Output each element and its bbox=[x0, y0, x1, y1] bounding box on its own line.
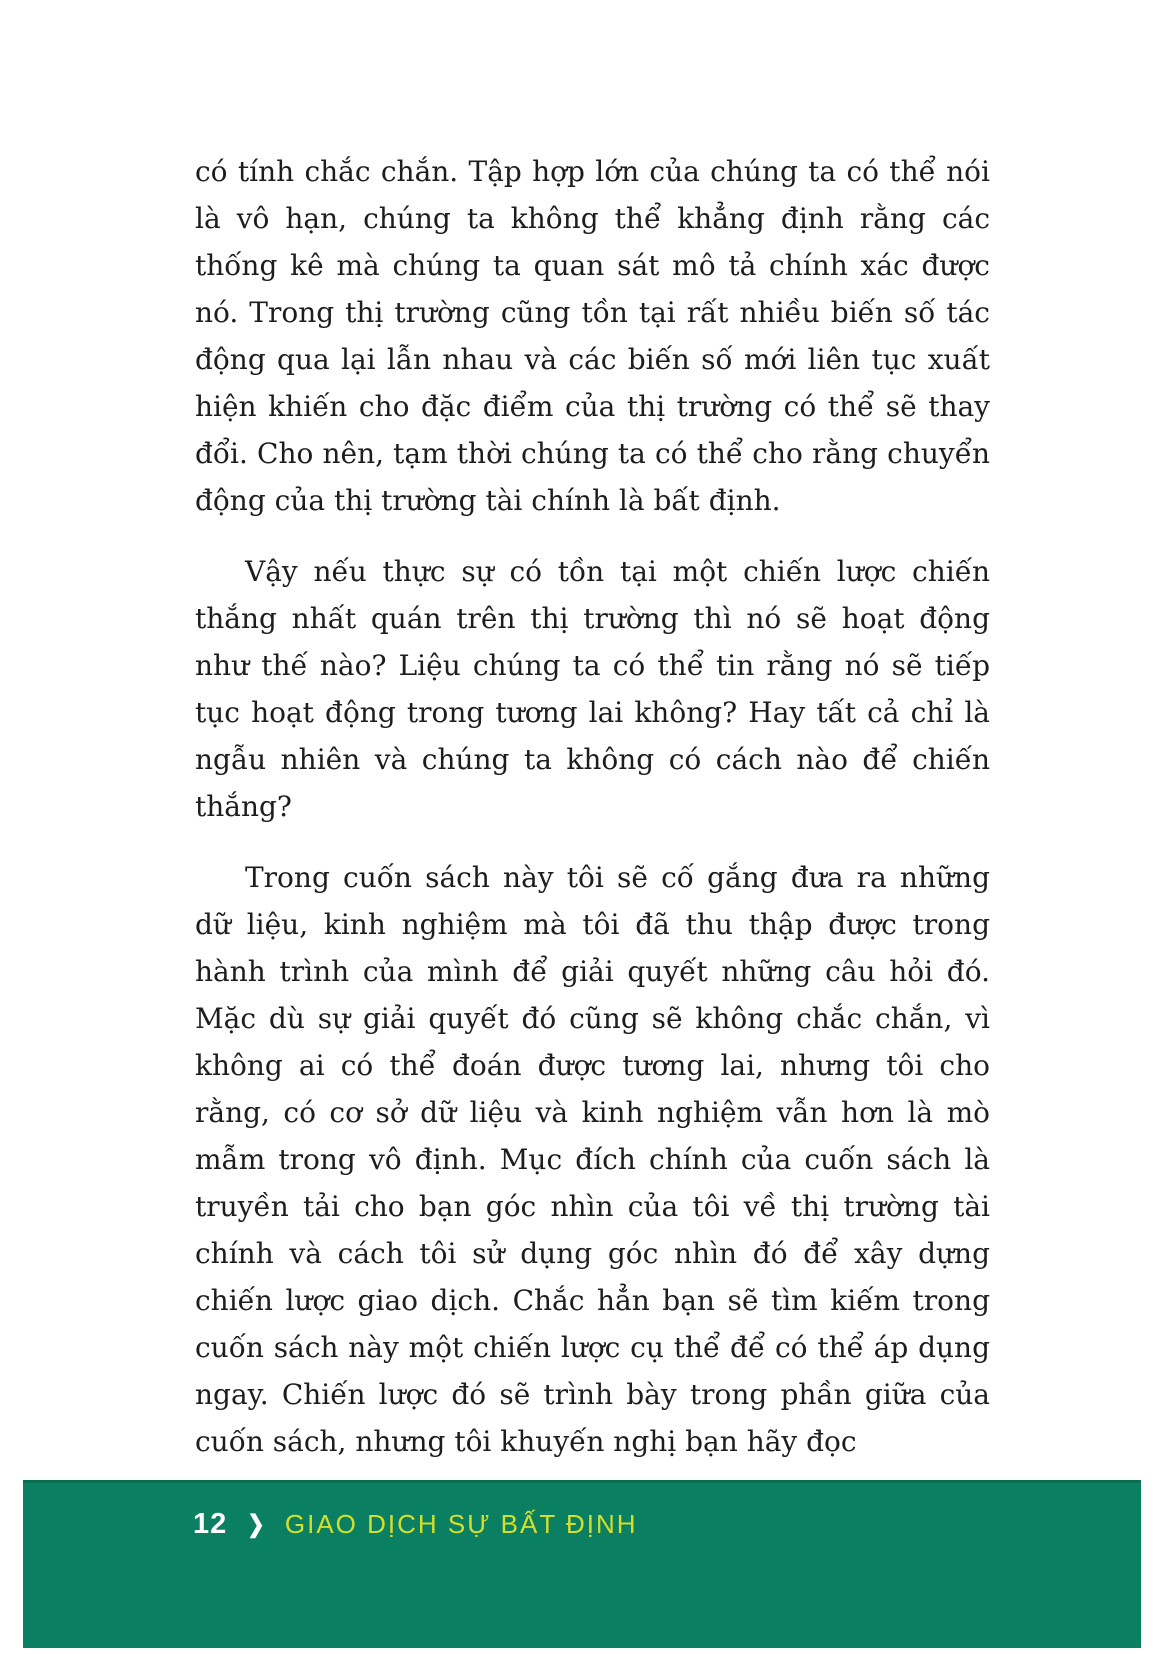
paragraph: Trong cuốn sách này tôi sẽ cố gắng đưa ra những dữ liệu, kinh nghiệm mà tôi đã thu thập được trong hành trình của mình để giải quyết những câu hỏi đó. Mặc dù sự giải quyết đó cũng sẽ không chắc chắn, vì không ai có thể đoán được tương lai, nhưng tôi cho rằng, có cơ sở dữ liệu và kinh nghiệm vẫn hơn là mò mẫm trong vô định. Mục đích chính của cuốn sách là truyền tải cho bạn góc nhìn của tôi về thị trường tài chính và cách tôi sử dụng góc nhìn đó để xây dựng chiến lược giao dịch. Chắc hẳn bạn sẽ tìm kiếm trong cuốn sách này một chiến lược cụ thể để có thể áp dụng ngay. Chiến lược đó sẽ trình bày trong phần giữa của cuốn sách, nhưng tôi khuyến nghị bạn hãy đọc bbox=[195, 861, 990, 1458]
page-number: 12 bbox=[193, 1508, 228, 1540]
body-text bbox=[195, 148, 990, 1489]
footer-row bbox=[193, 1508, 1141, 1541]
footer-bar bbox=[23, 1480, 1141, 1648]
paragraph: Vậy nếu thực sự có tồn tại một chiến lược chiến thắng nhất quán trên thị trường thì nó sẽ hoạt động như thế nào? Liệu chúng ta có thể tin rằng nó sẽ tiếp tục hoạt động trong tương lai không? Hay tất cả chỉ là ngẫu nhiên và chúng ta không có cách nào để chiến thắng? bbox=[195, 555, 990, 823]
book-title: GIAO DỊCH SỰ BẤT ĐỊNH bbox=[284, 1509, 638, 1539]
chevron-right-icon: ❯ bbox=[247, 1511, 265, 1538]
paragraph: có tính chắc chắn. Tập hợp lớn của chúng ta có thể nói là vô hạn, chúng ta không thể khẳng định rằng các thống kê mà chúng ta quan sát mô tả chính xác được nó. Trong thị trường cũng tồn tại rất nhiều biến số tác động qua lại lẫn nhau và các biến số mới liên tục xuất hiện khiến cho đặc điểm của thị trường có thể sẽ thay đổi. Cho nên, tạm thời chúng ta có thể cho rằng chuyển động của thị trường tài chính là bất định. bbox=[195, 155, 990, 517]
